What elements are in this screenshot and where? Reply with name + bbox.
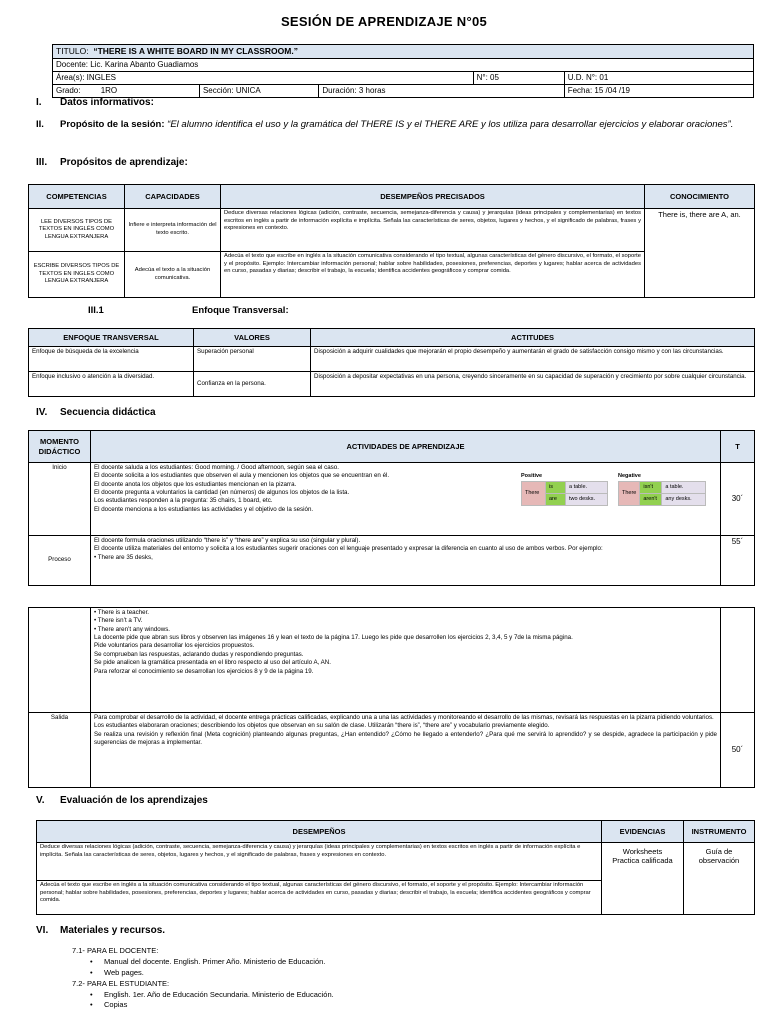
docente-cell: Docente: Lic. Karina Abanto Guadiamos xyxy=(53,59,754,72)
table-row xyxy=(29,209,755,252)
title-label: TITULO: xyxy=(56,46,89,56)
header-conocimiento: CONOCIMIENTO xyxy=(645,185,755,209)
info-table xyxy=(52,44,754,98)
positive-grammar-table: Positive There is a table. are two desks. xyxy=(521,473,608,506)
tiempo-salida: 50´ xyxy=(721,713,755,788)
table-row xyxy=(29,536,755,586)
momento-salida: Salida xyxy=(29,713,91,788)
grado-seccion-cell xyxy=(53,85,319,98)
section-5-heading: V. Evaluación de los aprendizajes xyxy=(36,795,208,806)
tiempo-inicio: 30´ xyxy=(721,463,755,536)
section-3-1-heading: III.1 Enfoque Transversal: xyxy=(88,305,289,316)
section-4-heading: IV. Secuencia didáctica xyxy=(36,407,156,418)
momento-proceso: Proceso xyxy=(29,536,91,586)
desempeno-eval-cell: Adecúa el texto que escribe en inglés a la situación comunicativa considerando el tipo textual, algunas características del género discursivo, el formato, el soporte y el propósito. Ejemplo: Intercambiar información personal; hablar sobre habilidades, posesiones, preferencias, deportes y lugares; hablar acerca de actividades en curso, pasadas y diarias; describir el trabajo, la escuela; identifica accidentes geográficos y comprar comida. xyxy=(37,881,602,915)
desempeno-cell: Adecúa el texto que escribe en inglés a la situación comunicativa considerando el tipo textual, algunas características del género discursivo, el formato, el soporte y el propósito. Ejemplo: Intercambiar información personal; hablar sobre habilidades, posesiones, preferencias, deportes y lugares; hablar acerca de actividades en curso, pasadas y diarias; describir el trabajo, la escuela; identifica accidentes geográficos y comprar comida. xyxy=(221,252,645,298)
enfoque-cell: Enfoque de búsqueda de la excelencia xyxy=(29,347,194,372)
grado-value: 1RO xyxy=(100,86,118,95)
tiempo-proceso-cont xyxy=(721,608,755,713)
ud-cell: U.D. N°: 01 xyxy=(564,72,753,85)
competencias-table xyxy=(28,184,754,298)
actividades-inicio: El docente saluda a los estudiantes: Good morning. / Good afternoon, según sea el caso. El docente solicita a los estudiantes que observen el aula y mencionen los objetos que se encuentran en él. El docente anota los objetos que los estudiantes mencionan en la pizarra. El docente pregunta a voluntarios la cantidad (en números) de algunos los objetos de la lista. Los estudiantes responden a la pregunta: 35 chairs, 1 board, etc. El docente menciona a los estudiantes las actividades y el objetivo de la sesión. Positive There is a table. are two desks. Negative There isn't a table. aren't any desks. xyxy=(91,463,721,536)
document-title: SESIÓN DE APRENDIZAJE N°05 xyxy=(280,14,488,29)
section-6-heading: VI. Materiales y recursos. xyxy=(36,925,166,936)
header-enfoque: ENFOQUE TRANSVERSAL xyxy=(29,329,194,347)
docente-materials-label: 7.1- PARA EL DOCENTE: xyxy=(72,946,159,955)
header-desempenos: DESEMPEÑOS PRECISADOS xyxy=(221,185,645,209)
header-actitudes: ACTITUDES xyxy=(311,329,755,347)
table-row xyxy=(29,463,755,536)
conocimiento-cell: There is, there are A, an. xyxy=(645,209,755,252)
header-evidencias: EVIDENCIAS xyxy=(602,821,684,843)
estudiante-materials-label: 7.2- PARA EL ESTUDIANTE: xyxy=(72,978,170,988)
header-momento: MOMENTO DIDÁCTICO xyxy=(29,431,91,463)
header-competencias: COMPETENCIAS xyxy=(29,185,125,209)
title-value: “THERE IS A WHITE BOARD IN MY CLASSROOM.” xyxy=(93,46,298,56)
header-desempenos-eval: DESEMPEÑOS xyxy=(37,821,602,843)
numero-cell: N°: 05 xyxy=(473,72,564,85)
purpose-block: II. Propósito de la sesión: “El alumno identifica el uso y la gramática del THERE IS y el THERE ARE y los utiliza para desarrollar ejercicios y elaborar oraciones”. xyxy=(36,119,734,130)
header-instrumento: INSTRUMENTO xyxy=(684,821,755,843)
evaluacion-table xyxy=(36,820,754,915)
area-cell: Área(s): INGLES xyxy=(53,72,474,85)
list-item: • Copias xyxy=(90,1000,334,1011)
capacidad-cell: Adecúa el texto a la situación comunicativa. xyxy=(125,252,221,298)
section-3-heading: III. Propósitos de aprendizaje: xyxy=(36,157,188,168)
instrumento-cell: Guía de observación xyxy=(684,843,755,915)
list-item: • Web pages. xyxy=(90,968,334,979)
materiales-list xyxy=(72,946,334,1011)
conocimiento-cell xyxy=(645,252,755,298)
actividades-salida: Para comprobar el desarrollo de la actividad, el docente entrega prácticas calificadas, explicando una a una las actividades y monitoreando el desarrollo de las mismas, revisará las respuestas en la pizarra pidiendo voluntarios. Los estudiantes elaboraran oraciones; describiendo los objetos que observan en su salón de clase. Utilizarán “there is”, “there are” y vocabulario previamente elegido. Se realiza una revisión y reflexión final (Meta cognición) planteando algunas preguntas, ¿Han entendido? ¿Cómo he llegado a entenderlo? ¿Para qué me servirá lo aprendido? y se despide, agradece la participación y pide sugerencias de mejoras a implementar. xyxy=(91,713,721,788)
fecha-cell: Fecha: 15 /04 /19 xyxy=(564,85,753,98)
actividades-proceso-cont: • There is a teacher. • There isn’t a TV. • There aren’t any windows. La docente pide que abran sus libros y observen las imágenes 16 y lean el texto de la página 17. Luego les pide que desarrollen los ejercicios 2, 3,4, 5 y 7de la misma página. Pide voluntarios para desarrollar los ejercicios propuestos. Se comprueban las respuestas, aclarando dudas y respondiendo preguntas. Se pide analicen la gramática presentada en el libro respecto al uso del artículo A, AN. Para reforzar el conocimiento se desarrollan los ejercicios 8 y 9 de la página 19. xyxy=(91,608,721,713)
table-row xyxy=(29,372,755,397)
secuencia-table xyxy=(28,430,754,586)
actitud-cell: Disposición a adquirir cualidades que mejorarán el propio desempeño y aumentarán el grado de satisfacción consigo mismo y con las circunstancias. xyxy=(311,347,755,372)
momento-inicio: Inicio xyxy=(29,463,91,536)
desempeno-eval-cell: Deduce diversas relaciones lógicas (adición, contraste, secuencia, semejanza-diferencia y causa) y jerarquías (ideas principales y complementarias) en textos escritos en inglés a partir de información explícita e implícita. Señala las características de seres, objetos, lugares y hechos, y el significado de palabras, frases y expresiones en contexto. xyxy=(37,843,602,881)
table-row xyxy=(29,608,755,713)
competencia-cell: ESCRIBE DIVERSOS TIPOS DE TEXTOS EN INGLES COMO LENGUA EXTRANJERA xyxy=(29,252,125,298)
table-row xyxy=(29,713,755,788)
table-row xyxy=(37,843,755,881)
session-title-cell xyxy=(53,45,754,59)
tiempo-proceso: 55´ xyxy=(721,536,755,586)
grado-label: Grado: xyxy=(56,86,81,95)
table-row xyxy=(29,252,755,298)
negative-grammar-table: Negative There isn't a table. aren't any desks. xyxy=(618,473,706,506)
desempeno-cell: Deduce diversas relaciones lógicas (adición, contraste, secuencia, semejanza-diferencia y causa) y jerarquías (ideas principales y complementarias) en textos escritos en inglés a partir de información explícita e implícita. Señala las características de seres, objetos, lugares y hechos, y el significado de palabras, frases y expresiones en contexto. xyxy=(221,209,645,252)
seccion-cell: Sección: UNICA xyxy=(199,85,318,97)
header-capacidades: CAPACIDADES xyxy=(125,185,221,209)
section-1-heading: I. Datos informativos: xyxy=(36,97,154,108)
valor-cell: Confianza en la persona. xyxy=(194,372,311,397)
enfoque-table xyxy=(28,328,754,397)
momento-proceso-cont xyxy=(29,608,91,713)
list-item: • English. 1er. Año de Educación Secundaria. Ministerio de Educación. xyxy=(90,990,334,1001)
valor-cell: Superación personal xyxy=(194,347,311,372)
section-2-heading: Propósito de la sesión: xyxy=(60,119,165,130)
secuencia-table-continued xyxy=(28,607,754,788)
enfoque-cell: Enfoque inclusivo o atención a la diversidad. xyxy=(29,372,194,397)
actitud-cell: Disposición a depositar expectativas en una persona, creyendo sinceramente en su capacidad de superación y crecimiento por sobre cualquier circunstancia. xyxy=(311,372,755,397)
evidencias-cell: Worksheets Practica calificada xyxy=(602,843,684,915)
duracion-cell: Duración: 3 horas xyxy=(319,85,564,98)
purpose-text: “El alumno identifica el uso y la gramática del THERE IS y el THERE ARE y los utiliza para desarrollar ejercicios y elaborar oraciones”. xyxy=(167,119,734,130)
table-row xyxy=(29,347,755,372)
header-actividades: ACTIVIDADES DE APRENDIZAJE xyxy=(91,431,721,463)
header-t: T xyxy=(721,431,755,463)
competencia-cell: LEE DIVERSOS TIPOS DE TEXTOS EN INGLÉS COMO LENGUA EXTRANJERA xyxy=(29,209,125,252)
header-valores: VALORES xyxy=(194,329,311,347)
actividades-proceso: El docente formula oraciones utilizando “there is” y “there are” y explica su uso (singular y plural). El docente utiliza materiales del entorno y solicita a los estudiantes sugerir oraciones con el lenguaje presentado y expresar la diferencia en cuanto al uso de ambos verbos. Por ejemplo: • There are 35 desks, xyxy=(91,536,721,586)
list-item: • Manual del docente. English. Primer Año. Ministerio de Educación. xyxy=(90,957,334,968)
capacidad-cell: Infiere e interpreta información del texto escrito. xyxy=(125,209,221,252)
